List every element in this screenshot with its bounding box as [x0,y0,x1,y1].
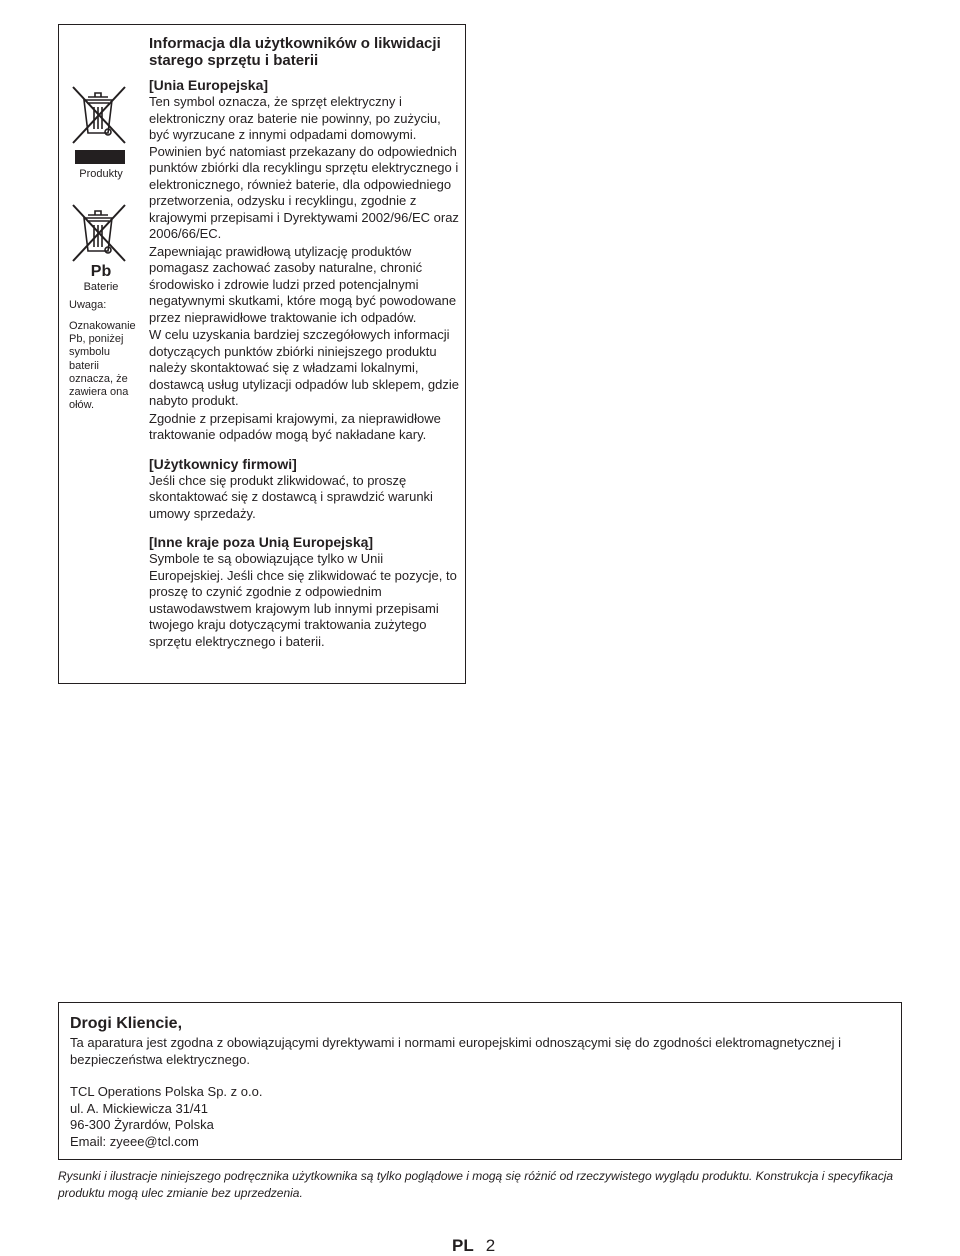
paragraph: Zgodnie z przepisami krajowymi, za nieprawidłowe traktowanie odpadów mogą być nakładane kary. [149,410,441,442]
page-number: 2 [485,1236,496,1255]
battery-label: Baterie [83,281,119,293]
paragraph: Zapewniając prawidłową utylizację produktów pomagasz zachować zasoby naturalne, chronić środowisko i zdrowie ludzi przed potencjalnymi negatywnymi skutkami, które mogą być powodowane przez nieprawidłowe traktowanie ich odpadów. [149,243,457,325]
paragraph: W celu uzyskania bardziej szczegółowych informacji dotyczących punktów zbiórki niniejszego produktu należy skontaktować się z władzami lokalnymi, dostawcą usług utylizacji odpadów lub sklepem, gdzie nabyto produkt. [149,327,460,408]
customer-notice-box [58,1002,902,1160]
address-line: TCL Operations Polska Sp. z o.o. [70,1084,263,1099]
paragraph: Symbole te są obowiązujące tylko w Unii Europejskiej. Jeśli chce się zlikwidować te pozycje, to proszę to czynić zgodnie z odpowiednim ustawodawstwem krajowym lub innymi przepisami twojego kraju dotyczącymi traktowania zużytego sprzętu elektrycznego i baterii. [149,551,457,649]
customer-title: Drogi Kliencie, [70,1015,183,1032]
address-line: 96-300 Żyrardów, Polska [70,1117,214,1132]
pb-lead-marking: Pb [90,263,112,280]
section-heading-business: [Użytkownicy firmowi] [149,455,297,472]
section-heading-eu: [Unia Europejska] [149,77,269,93]
disposal-notice-box [58,24,466,684]
email-line: Email: zyeee@tcl.com [70,1133,199,1149]
page-footer [452,1236,495,1256]
address-line: ul. A. Mickiewicza 31/41 [70,1100,209,1116]
paragraph: Jeśli chce się produkt zlikwidować, to proszę skontaktować się z dostawcą i sprawdzić warunki umowy sprzedaży. [149,472,433,521]
language-code: PL [452,1236,474,1255]
notice-title: Informacja dla użytkowników o likwidacji starego sprzętu i baterii [149,35,441,69]
notice-content [149,35,461,650]
crossed-out-wheelie-bin-icon [71,85,129,147]
paragraph: Ten symbol oznacza, że sprzęt elektryczny i elektroniczny oraz baterie nie powinny, po zużyciu, być wyrzucane z innymi odpadami domowymi. Powinien być natomiast przekazany do odpowiednich punktów zbiórki dla recyklingu sprzętu elektrycznego i elektronicznego, również baterie, dla odpowiedniego przetworzenia, odzysku i recyklingu, zgodnie z krajowymi przepisami i Dyrektywami 2002/96/EC oraz 2006/66/EC. [149,94,459,241]
disclaimer: Rysunki i ilustracje niniejszego podręcznika użytkownika są tylko poglądowe i mogą się różnić od rzeczywistego wyglądu produktu. Konstrukcja i specyfikacja produktu mogą ulec zmianie bez uprzedzenia. [58,1169,894,1200]
note-heading: Uwaga: [69,299,107,311]
customer-text: Ta aparatura jest zgodna z obowiązującymi dyrektywami i normami europejskimi odnoszącymi się do zgodności elektromagnetycznej i bezpieczeństwa elektrycznego. [70,1035,841,1067]
note-text: Oznakowanie Pb, poniżej symbolu baterii oznacza, że zawiera ona ołów. [69,320,136,412]
crossed-out-wheelie-bin-icon [71,203,129,265]
address-block [70,1084,889,1150]
separate-collection-bar [75,150,125,164]
products-label: Produkty [79,168,123,180]
section-heading-non-eu: [Inne kraje poza Unią Europejską] [149,534,374,550]
